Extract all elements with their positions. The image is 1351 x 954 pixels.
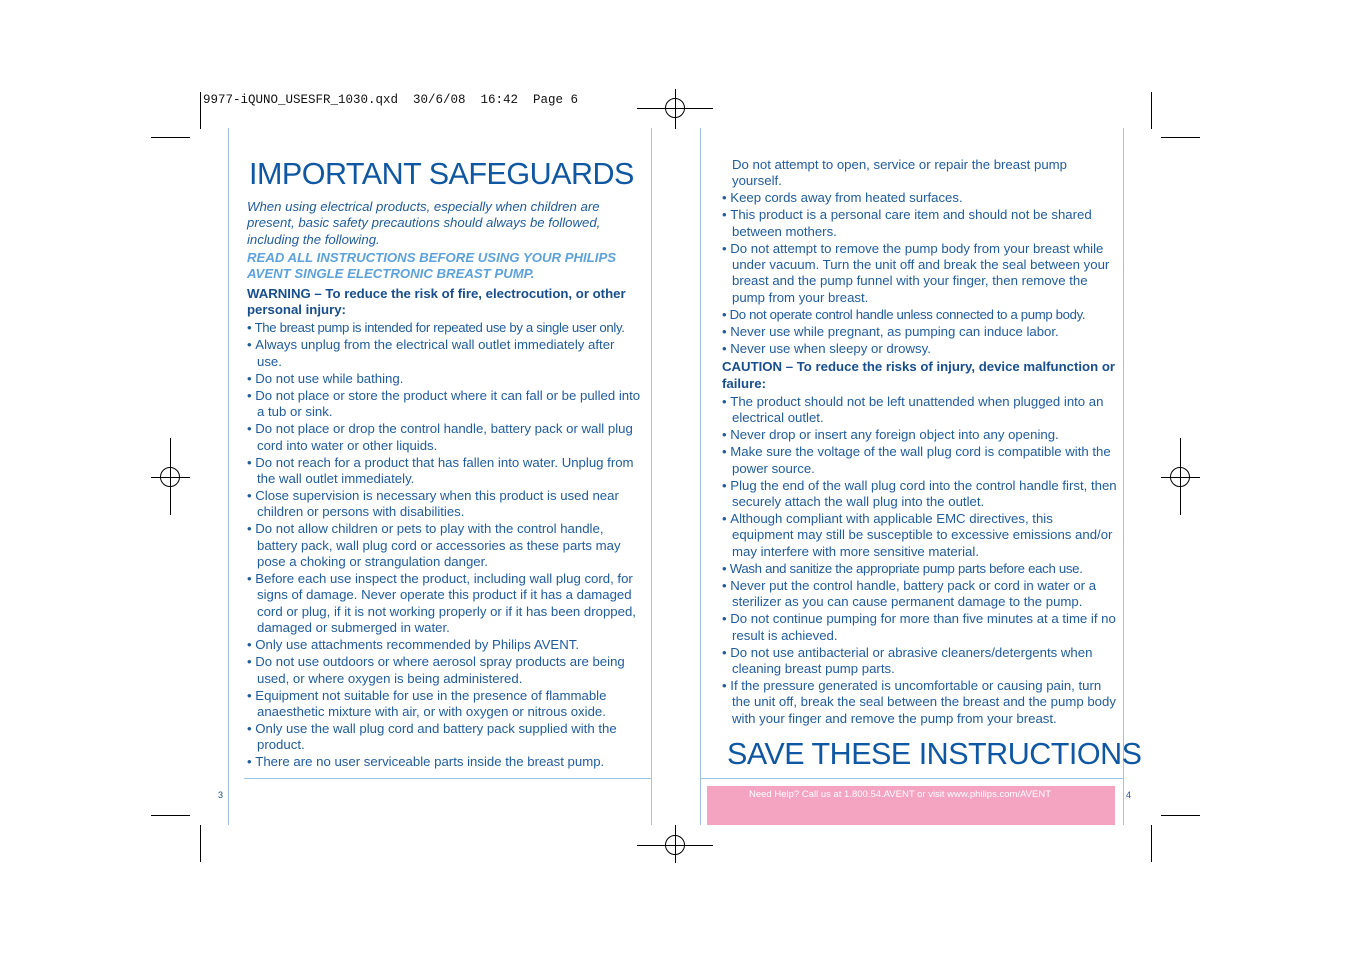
print-header: 9977-iQUNO_USESFR_1030.qxd 30/6/08 16:42 Page 6	[203, 93, 579, 107]
list-item: • Always unplug from the electrical wall outlet immediately after use.	[247, 337, 642, 370]
left-column	[247, 199, 642, 771]
list-item: • Keep cords away from heated surfaces.	[722, 190, 1117, 206]
list-item: • This product is a personal care item and should not be shared between mothers.	[722, 207, 1117, 240]
safeguards-list	[247, 320, 642, 770]
caution-list	[722, 394, 1117, 727]
registration-target-icon	[160, 467, 180, 487]
warning-heading: WARNING – To reduce the risk of fire, electrocution, or other personal injury:	[247, 285, 626, 318]
page-number-left: 3	[218, 790, 224, 800]
list-item: • Never drop or insert any foreign object into any opening.	[722, 427, 1117, 443]
list-item: • There are no user serviceable parts inside the breast pump.	[247, 754, 642, 770]
list-item: • Do not operate control handle unless connected to a pump body.	[722, 307, 1117, 323]
list-item: • The breast pump is intended for repeated use by a single user only.	[247, 320, 642, 336]
registration-target-icon	[665, 835, 685, 855]
intro-text: When using electrical products, especially when children are present, basic safety precautions should always be followed, including the following.	[247, 199, 601, 247]
list-item: • Do not use antibacterial or abrasive cleaners/detergents when cleaning breast pump parts.	[722, 645, 1117, 678]
caution-heading: CAUTION – To reduce the risks of injury, device malfunction or failure:	[722, 359, 1116, 391]
list-item: • Make sure the voltage of the wall plug cord is compatible with the power source.	[722, 444, 1117, 477]
list-item: • Never use while pregnant, as pumping can induce labor.	[722, 324, 1117, 340]
list-item: • Before each use inspect the product, including wall plug cord, for signs of damage. Never operate this product if it has a damaged cord or plug, if it is not working properly or if it has been dropped, damaged or submerged in water.	[247, 571, 642, 636]
list-item: • Wash and sanitize the appropriate pump parts before each use.	[722, 561, 1117, 577]
page-title: IMPORTANT SAFEGUARDS	[249, 157, 634, 191]
list-item: • Never put the control handle, battery pack or cord in water or a sterilizer as you can cause permanent damage to the pump.	[722, 578, 1117, 611]
list-item: • Although compliant with applicable EMC directives, this equipment may still be susceptible to excessive emissions and/or may interfere with more sensitive material.	[722, 511, 1117, 560]
list-item: • Do not allow children or pets to play with the control handle, battery pack, wall plug cord or accessories as these parts may pose a choking or strangulation danger.	[247, 521, 642, 570]
list-item: • Do not reach for a product that has fallen into water. Unplug from the wall outlet immediately.	[247, 455, 642, 488]
read-all-notice: READ ALL INSTRUCTIONS BEFORE USING YOUR PHILIPS AVENT SINGLE ELECTRONIC BREAST PUMP.	[247, 250, 617, 282]
list-item: • Do not attempt to remove the pump body from your breast while under vacuum. Turn the unit off and break the seal between your breast and the pump funnel with your finger, then remove the pump from your breast.	[722, 241, 1117, 306]
list-item: • Do not place or store the product where it can fall or be pulled into a tub or sink.	[247, 388, 642, 421]
list-item: • Only use the wall plug cord and battery pack supplied with the product.	[247, 721, 642, 754]
list-item: • Equipment not suitable for use in the presence of flammable anaesthetic mixture with air, or with oxygen or nitrous oxide.	[247, 688, 642, 721]
right-column	[722, 157, 1117, 728]
help-text: Need Help? Call us at 1.800.54.AVENT or visit www.philips.com/AVENT	[749, 789, 1052, 800]
list-item: • Plug the end of the wall plug cord into the control handle first, then securely attach the wall plug into the outlet.	[722, 478, 1117, 511]
list-item: • If the pressure generated is uncomfortable or causing pain, turn the unit off, break the seal between the breast and the pump body with your finger and remove the pump from your breast.	[722, 678, 1117, 727]
continued-item: Do not attempt to open, service or repair the breast pump yourself.	[732, 157, 1067, 189]
list-item: • Only use attachments recommended by Philips AVENT.	[247, 637, 642, 653]
list-item: • Close supervision is necessary when this product is used near children or persons with disabilities.	[247, 488, 642, 521]
closing-title: SAVE THESE INSTRUCTIONS	[727, 737, 1142, 771]
list-item: • Do not use while bathing.	[247, 371, 642, 387]
list-item: • Do not place or drop the control handle, battery pack or wall plug cord into water or other liquids.	[247, 421, 642, 454]
list-item: • Do not continue pumping for more than five minutes at a time if no result is achieved.	[722, 611, 1117, 644]
list-item: • The product should not be left unattended when plugged into an electrical outlet.	[722, 394, 1117, 427]
help-bar	[707, 786, 1115, 825]
registration-target-icon	[665, 98, 685, 118]
registration-target-icon	[1170, 467, 1190, 487]
list-item: • Do not use outdoors or where aerosol spray products are being used, or where oxygen is being administered.	[247, 654, 642, 687]
precautions-list	[722, 190, 1117, 357]
page-number-right: 4	[1126, 790, 1132, 800]
list-item: • Never use when sleepy or drowsy.	[722, 341, 1117, 357]
